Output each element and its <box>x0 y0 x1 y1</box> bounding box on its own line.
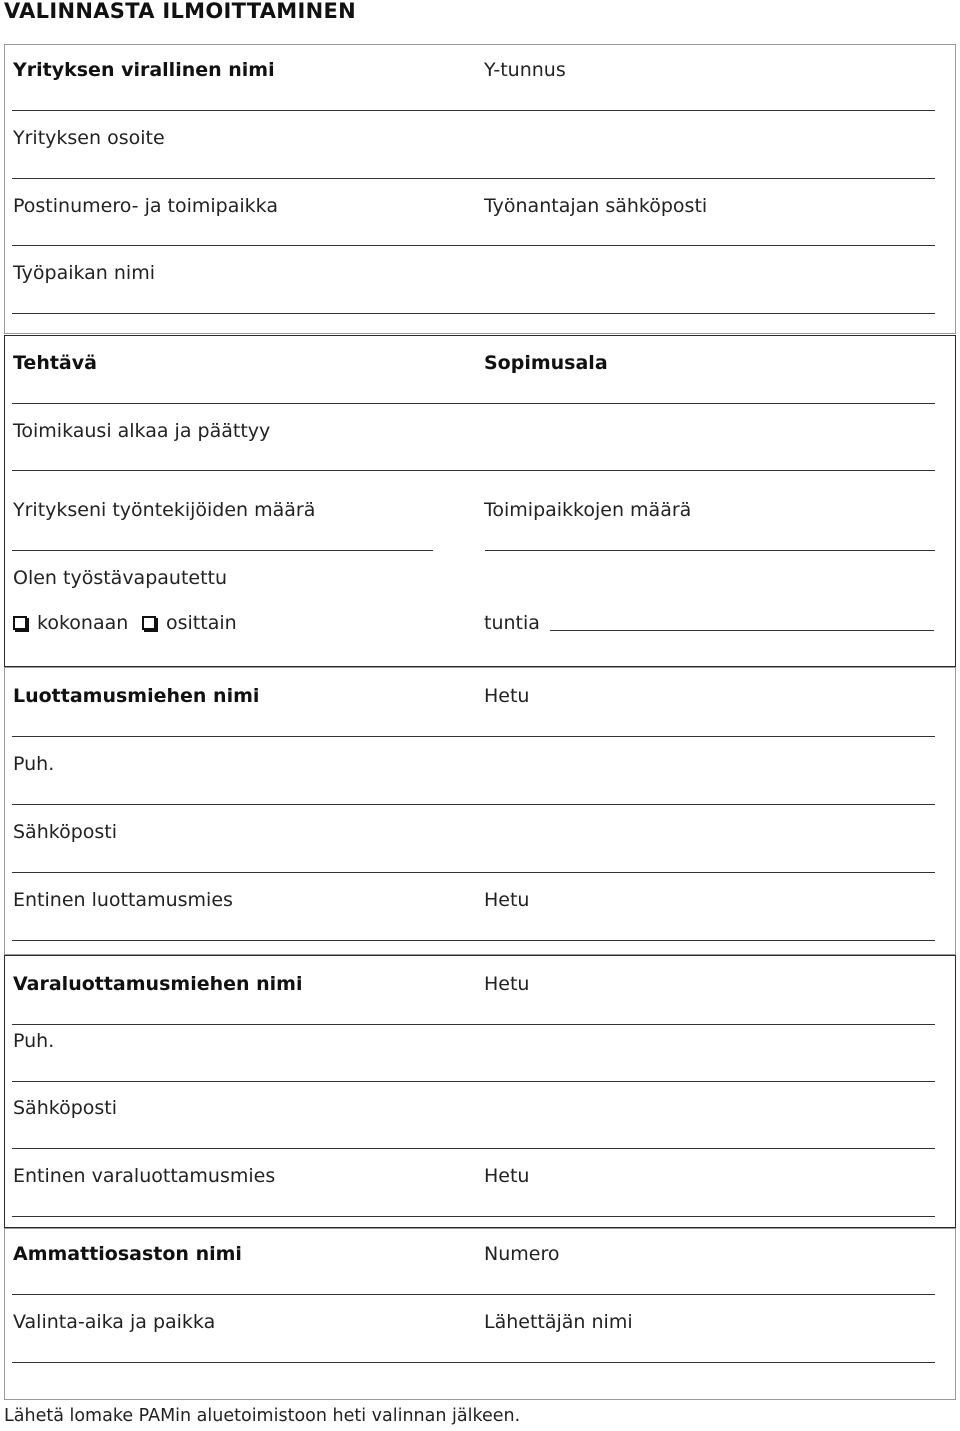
representative-phone-field[interactable] <box>12 804 935 805</box>
term-label: Toimikausi alkaa ja päättyy <box>13 420 271 442</box>
representative-id-label: Hetu <box>484 685 530 707</box>
election-label: Valinta-aika ja paikka <box>13 1311 216 1333</box>
deputy-email-label: Sähköposti <box>13 1097 118 1119</box>
form-title: VALINNASTA ILMOITTAMINEN <box>4 0 356 23</box>
former-representative-id-label: Hetu <box>484 889 530 911</box>
representative-phone-label: Puh. <box>13 753 55 775</box>
deputy-phone-label: Puh. <box>13 1030 55 1052</box>
former-deputy-label: Entinen varaluottamusmies <box>13 1165 276 1187</box>
branch-number-label: Numero <box>484 1243 560 1265</box>
company-name-field[interactable] <box>12 110 935 111</box>
exempt-label: Olen työstävapautettu <box>13 567 228 589</box>
employer-email-label: Työnantajan sähköposti <box>484 195 708 217</box>
election-field[interactable] <box>12 1362 935 1363</box>
employee-count-field[interactable] <box>12 550 433 551</box>
deputy-email-field[interactable] <box>12 1148 935 1149</box>
branch-name-label: Ammattiosaston nimi <box>13 1243 242 1265</box>
representative-name-label: Luottamusmiehen nimi <box>13 685 260 707</box>
business-id-label: Y-tunnus <box>484 59 566 81</box>
hours-field[interactable] <box>550 630 934 631</box>
representative-email-field[interactable] <box>12 872 935 873</box>
postal-label: Postinumero- ja toimipaikka <box>13 195 278 217</box>
option-partial-label: osittain <box>166 612 237 634</box>
company-section <box>4 44 956 334</box>
checkbox-partial[interactable] <box>142 616 156 630</box>
deputy-section <box>4 955 956 1228</box>
workplace-name-field[interactable] <box>12 313 935 314</box>
former-deputy-field[interactable] <box>12 1216 935 1217</box>
deputy-phone-field[interactable] <box>12 1081 935 1082</box>
employee-count-label: Yritykseni työntekijöiden määrä <box>13 499 316 521</box>
term-field[interactable] <box>12 470 935 471</box>
former-deputy-id-label: Hetu <box>484 1165 530 1187</box>
agreement-sector-label: Sopimusala <box>484 352 608 374</box>
representative-section <box>4 667 956 955</box>
task-label: Tehtävä <box>13 352 97 374</box>
deputy-name-label: Varaluottamusmiehen nimi <box>13 973 303 995</box>
deputy-name-field[interactable] <box>12 1024 935 1025</box>
branch-name-field[interactable] <box>12 1294 935 1295</box>
checkbox-full[interactable] <box>13 616 27 630</box>
site-count-label: Toimipaikkojen määrä <box>484 499 692 521</box>
task-field[interactable] <box>12 403 935 404</box>
deputy-id-label: Hetu <box>484 973 530 995</box>
sender-label: Lähettäjän nimi <box>484 1311 633 1333</box>
exempt-full-option[interactable] <box>13 612 128 634</box>
workplace-name-label: Työpaikan nimi <box>13 262 155 284</box>
postal-field[interactable] <box>12 245 935 246</box>
company-name-label: Yrityksen virallinen nimi <box>13 59 275 81</box>
site-count-field[interactable] <box>485 550 935 551</box>
former-representative-label: Entinen luottamusmies <box>13 889 233 911</box>
representative-email-label: Sähköposti <box>13 821 118 843</box>
company-address-label: Yrityksen osoite <box>13 127 165 149</box>
exempt-partial-option[interactable] <box>142 612 237 634</box>
hours-label: tuntia <box>484 612 540 634</box>
option-full-label: kokonaan <box>37 612 129 634</box>
former-representative-field[interactable] <box>12 940 935 941</box>
company-address-field[interactable] <box>12 178 935 179</box>
representative-name-field[interactable] <box>12 736 935 737</box>
footer-note: Lähetä lomake PAMin aluetoimistoon heti valinnan jälkeen. <box>4 1406 521 1426</box>
